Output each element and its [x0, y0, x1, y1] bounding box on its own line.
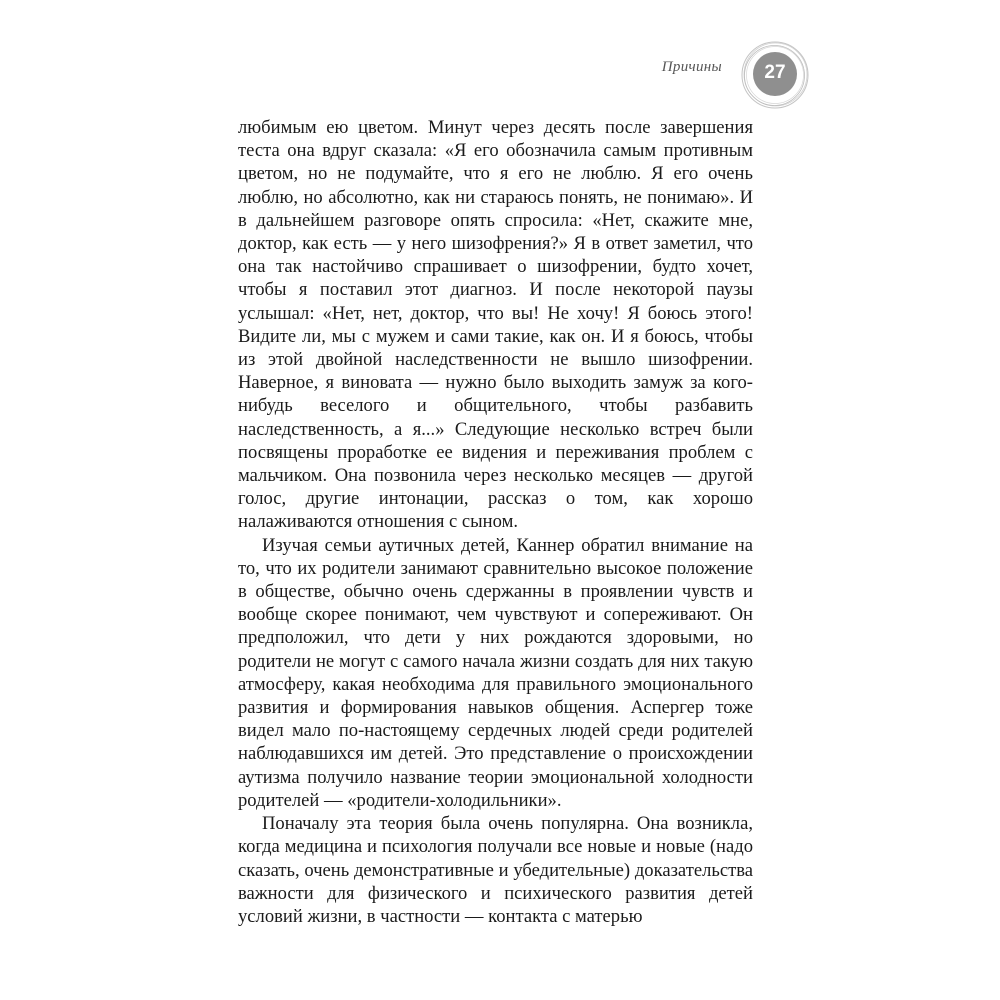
page-number-badge — [740, 40, 810, 110]
body-text — [238, 116, 753, 928]
paragraph-2: Изучая семьи аутичных детей, Каннер обратил внимание на то, что их родители занимают сравнительно высокое положение в обществе, обычно очень сдержанны в проявлении чувств и вообще скорее понимают, чем чувствуют и сопереживают. Он предположил, что дети у них рождаются здоровыми, но родители не могут с самого начала жизни создать для них такую атмосферу, какая необходима для правильного эмоционального развития и формирования навыков общения. Аспергер тоже видел мало по-настоящему сердечных людей среди родителей наблюдавшихся им детей. Это представление о происхождении аутизма получило название теории эмоциональной холодности родителей — «родители-холодильники». — [238, 534, 753, 811]
page-header — [600, 38, 820, 118]
page-number: 27 — [764, 62, 786, 83]
running-head: Причины — [661, 59, 722, 75]
paragraph-3: Поначалу эта теория была очень популярна. Она возникла, когда медицина и психология получали все новые и новые (надо сказать, очень демонстративные и убедительные) доказательства важности для физического и психического развития детей условий жизни, в частности — контакта с матерью — [238, 813, 753, 927]
paragraph-1: любимым ею цветом. Минут через десять после завершения теста она вдруг сказала: «Я его обозначила самым противным цветом, но не подумайте, что я его не люблю. Я его очень люблю, но абсолютно, как ни стараюсь понять, не понимаю». И в дальнейшем разговоре опять спросила: «Нет, скажите мне, доктор, как есть — у него шизофрения?» Я в ответ заметил, что она так настойчиво спрашивает о шизофрении, будто хочет, чтобы я поставил этот диагноз. И после некоторой паузы услышал: «Нет, нет, доктор, что вы! Не хочу! Я боюсь этого! Видите ли, мы с мужем и сами такие, как он. И я боюсь, чтобы из этой двойной наследственности не вышло шизофрении. Наверное, я виновата — нужно было выходить замуж за кого-нибудь веселого и общительного, чтобы разбавить наследственность, а я...» Следующие несколько встреч были посвящены проработке ее видения и переживания проблем с мальчиком. Она позвонила через несколько месяцев — другой голос, другие интонации, рассказ о том, как хорошо налаживаются отношения с сыном. — [238, 117, 753, 533]
